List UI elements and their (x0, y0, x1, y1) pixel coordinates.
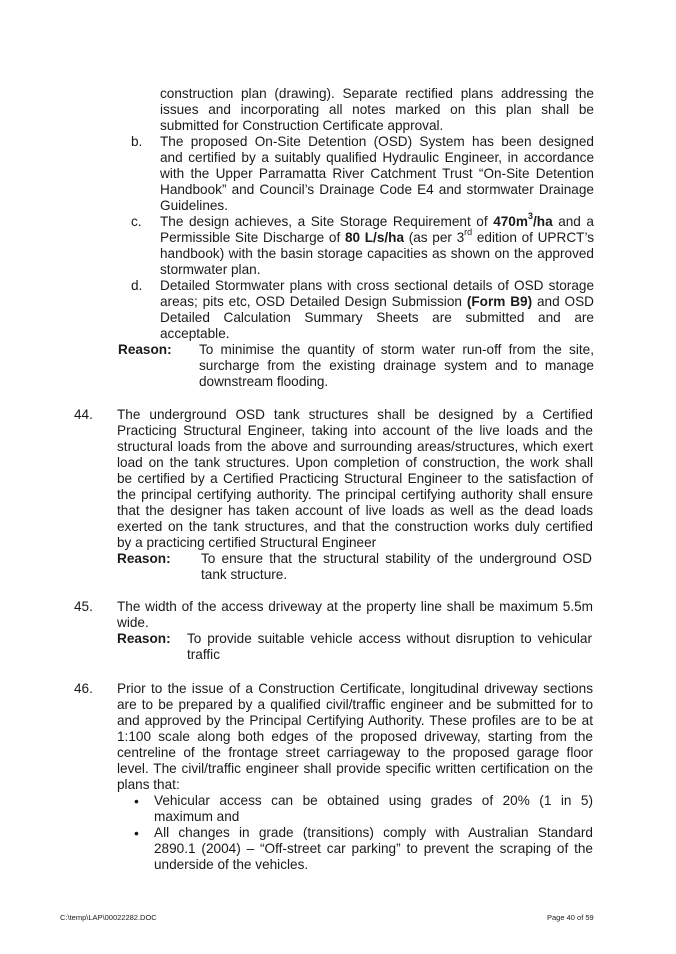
reason-43-line-3: downstream flooding. (199, 374, 329, 389)
condition-44-number: 44. (74, 407, 93, 422)
reason-43-line-1: To minimise the quantity of storm water run-off from the site, (199, 342, 594, 357)
condition-44-line-3: structural loads from the above and surrounding areas/structures, which exert (117, 439, 593, 454)
item-c-line-4: stormwater plan. (160, 262, 261, 277)
item-b-line-1: The proposed On-Site Detention (OSD) System has been designed (160, 134, 594, 149)
bullet-2-line-2: 2890.1 (2004) – “Off-street car parking” to prevent the scraping of the (154, 841, 593, 856)
condition-44-line-1: The underground OSD tank structures shall be designed by a Certified (117, 407, 593, 422)
bullet-2-line-3: underside of the vehicles. (154, 857, 309, 872)
condition-44-line-6: the principal certifying authority. The principal certifying authority shall ensure (117, 487, 593, 502)
reason-44-line-1: To ensure that the structural stability of the underground OSD (201, 551, 592, 566)
condition-44-line-8: exerted on the tank structures, and that the construction works duly certified (117, 519, 593, 534)
bullet-1: • (134, 793, 139, 809)
item-b-cont-line-3: submitted for Construction Certificate approval. (160, 118, 444, 133)
bullet-2-line-1: All changes in grade (transitions) comply with Australian Standard (154, 825, 593, 840)
condition-44-line-4: load on the tank structures. Upon completion of construction, the work shall (117, 455, 593, 470)
item-c-line-2: Permissible Site Discharge of 80 L/s/ha (as per 3rd edition of UPRCT’s (160, 227, 595, 245)
reason-45-line-1: To provide suitable vehicle access without disruption to vehicular (187, 631, 592, 646)
item-b-line-4: Handbook” and Council’s Drainage Code E4 and stormwater Drainage (160, 182, 594, 197)
item-b-cont-line-2: issues and incorporating all notes marked on this plan shall be (160, 102, 594, 117)
condition-45-line-1: The width of the access driveway at the property line shall be maximum 5.5m (117, 599, 593, 614)
item-d-line-3: Detailed Calculation Summary Sheets are submitted and are (160, 310, 594, 325)
reason-44-label: Reason: (117, 551, 171, 566)
item-b-marker: b. (131, 134, 143, 149)
condition-44-line-7: that the designer has taken account of live loads as well as the dead loads (117, 503, 593, 518)
condition-45-line-2: wide. (117, 615, 149, 630)
item-b-cont-line-1: construction plan (drawing). Separate rectified plans addressing the (160, 86, 594, 101)
condition-46-line-7: plans that: (117, 777, 180, 792)
item-b-line-2: and certified by a suitably qualified Hydraulic Engineer, in accordance (160, 150, 594, 165)
condition-46-line-3: and approved by the Principal Certifying Authority. These profiles are to be at (117, 713, 593, 728)
condition-46-line-4: 1:100 scale along both edges of the proposed driveway, starting from the (117, 729, 593, 744)
item-d-line-4: acceptable. (160, 326, 230, 341)
bullet-1-line-1: Vehicular access can be obtained using grades of 20% (1 in 5) (154, 793, 593, 808)
reason-44-line-2: tank structure. (201, 567, 288, 582)
bullet-1-line-2: maximum and (154, 809, 240, 824)
bullet-2: • (134, 825, 139, 841)
item-c-line-1: The design achieves, a Site Storage Requirement of $470m^3/ha$ and a (160, 211, 594, 229)
item-d-line-1: Detailed Stormwater plans with cross sectional details of OSD storage (160, 278, 594, 293)
condition-44-line-5: be certified by a Certified Practicing Structural Engineer to the satisfaction of (117, 471, 593, 486)
condition-45-number: 45. (74, 599, 93, 614)
condition-46-number: 46. (74, 681, 93, 696)
item-d-marker: d. (131, 278, 143, 293)
condition-46-line-6: level. The civil/traffic engineer shall provide specific written certification on the (117, 761, 593, 776)
condition-46-line-5: centreline of the frontage street carriageway to the proposed garage floor (117, 745, 593, 760)
condition-44-line-2: Practicing Structural Engineer, taking into account of the live loads and the (117, 423, 593, 438)
item-b-line-3: with the Upper Parramatta River Catchment Trust “On-Site Detention (160, 166, 594, 181)
reason-45-line-2: traffic (187, 647, 220, 662)
condition-46-line-1: Prior to the issue of a Construction Certificate, longitudinal driveway sections (117, 681, 593, 696)
footer-file-path: C:\temp\LAP\00022282.DOC (60, 913, 157, 922)
reason-43-line-2: surcharge from the existing drainage system and to manage (199, 358, 594, 373)
item-c-marker: c. (131, 214, 142, 229)
item-b-line-5: Guidelines. (160, 198, 229, 213)
reason-43-label: Reason: (118, 342, 172, 357)
condition-44-line-9: by a practicing certified Structural Engineer (117, 535, 377, 550)
item-d-line-2: areas; pits etc, OSD Detailed Design Submission (Form B9) and OSD (160, 294, 594, 309)
footer-page-number: Page 40 of 59 (547, 913, 594, 922)
condition-46-line-2: are to be prepared by a qualified civil/traffic engineer and be submitted for to (117, 697, 593, 712)
reason-45-label: Reason: (117, 631, 171, 646)
item-c-line-3: handbook) with the basin storage capacities as shown on the approved (160, 246, 594, 261)
